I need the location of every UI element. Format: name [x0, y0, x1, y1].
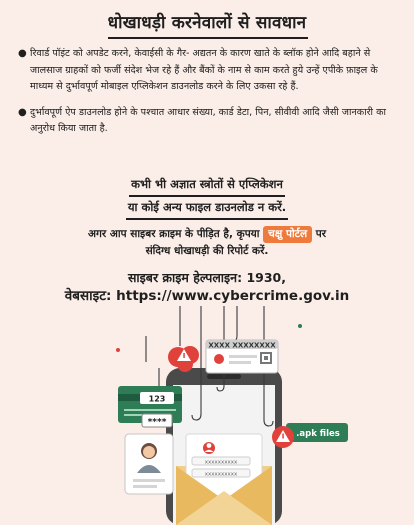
report-text-line-2: संदिग्ध धोखाधड़ी की रिपोर्ट करें. [145, 245, 269, 257]
warning-line-2: या कोई अन्य फाइल डाउनलोड न करें. [126, 197, 288, 220]
bullet-text: रिवार्ड पॉइंट को अपडेट करने, केवाईसी के गैर- अद्यतन के कारण खाते के ब्लॉक होने आदि बहाने से जालसाज ग्राहकों को फर्जी संदेश भेज रहे हैं और बैंकों के नाम से काम करते हुये उन्हें एपीके फ़ाइल के माध्यम से दुर्भावपूर्ण मोबाइल एप्लिकेशन डाउनलोड करने के लिए उकसा रहे हैं. [30, 48, 378, 92]
bullet-text: दुर्भावपूर्ण ऐप डाउनलोड होने के पश्चात आधार संख्या, कार्ड डेटा, पिन, सीवीवी आदि जैसी जानकारी का अनुरोध किया जाता है. [30, 106, 386, 134]
page-title: धोखाधड़ी करनेवालों से सावधान [107, 13, 307, 33]
user-profile-icon [125, 434, 173, 494]
id-card-icon [206, 340, 278, 373]
list-item [18, 105, 402, 138]
svg-text:****: **** [147, 417, 167, 428]
apk-files-badge [272, 423, 348, 448]
bullet-icon: ● [18, 106, 27, 118]
report-text-before: अगर आप साइबर क्राइम के पीड़ित है, कृपया [88, 228, 260, 240]
phishing-illustration [0, 306, 414, 525]
bullet-list [18, 46, 402, 147]
report-text-after: पर [315, 228, 326, 240]
title-underline [108, 37, 308, 39]
warning-line-1: कभी भी अज्ञात स्त्रोतों से एप्लिकेशन [129, 174, 285, 197]
card-mask-text: XXXX XXXXXXXX [208, 341, 276, 350]
warning-text [0, 174, 414, 220]
website-link[interactable]: वेबसाइट: https://www.cybercrime.gov.in [64, 288, 350, 304]
pin-box [142, 414, 172, 428]
report-text [40, 226, 374, 260]
helpline-block [0, 268, 414, 306]
envelope-icon [176, 434, 272, 525]
svg-text:.apk files: .apk files [296, 429, 340, 439]
phone-field-1: xxxxxxxxxx [204, 459, 238, 466]
bullet-icon: ● [18, 48, 27, 59]
card-number: 123 [148, 394, 166, 404]
helpline-number: साइबर क्राइम हेल्पलाइन: 1930, [127, 270, 286, 285]
phone-field-2: xxxxxxxxxx [204, 471, 238, 478]
list-item [18, 46, 402, 96]
portal-button[interactable]: चक्षु पोर्टल [263, 226, 312, 243]
